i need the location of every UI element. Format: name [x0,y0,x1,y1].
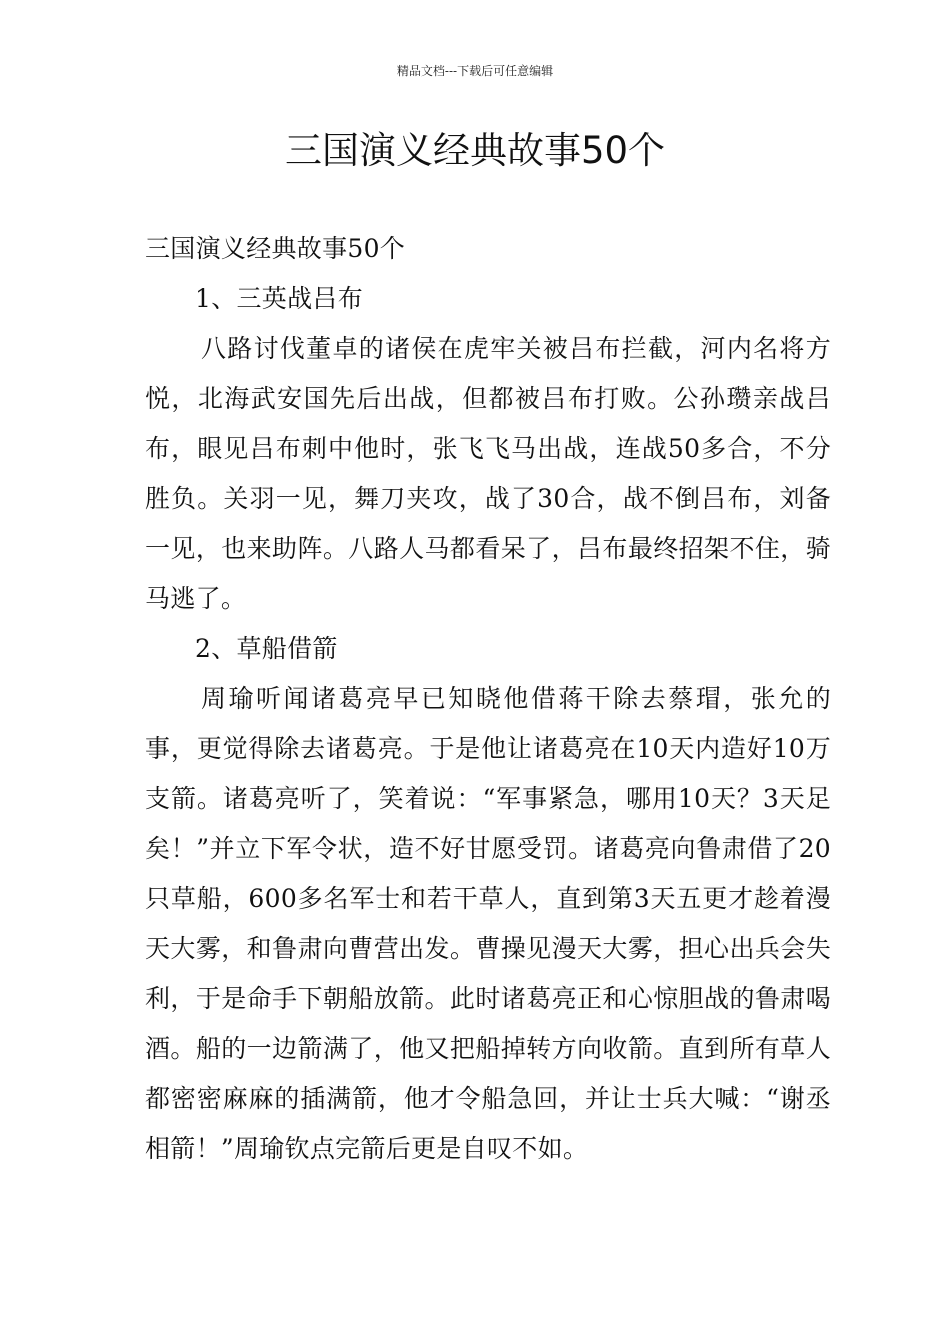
document-body [145,224,831,1174]
section-heading-1: 1、三英战吕布 [195,284,364,313]
document-title: 三国演义经典故事50个 [284,129,666,172]
section-heading-2: 2、草船借箭 [195,634,338,663]
section-paragraph-2: 周瑜听闻诸葛亮早已知晓他借蒋干除去蔡瑁，张允的事，更觉得除去诸葛亮。于是他让诸葛亮在10天内造好10万支箭。诸葛亮听了，笑着说：“军事紧急，哪用10天？3天足矣！”并立下军令状，造不好甘愿受罚。诸葛亮向鲁肃借了20只草船，600多名军士和若干草人，直到第3天五更才趁着漫天大雾，和鲁肃向曹营出发。曹操见漫天大雾，担心出兵会失利，于是命手下朝船放箭。此时诸葛亮正和心惊胆战的鲁肃喝酒。船的一边箭满了，他又把船掉转方向收箭。直到所有草人都密密麻麻的插满箭，他才令船急回，并让士兵大喊：“谢丞相箭！”周瑜钦点完箭后更是自叹不如。 [145,684,831,1163]
intro-line: 三国演义经典故事50个 [145,234,406,263]
section-paragraph-1: 八路讨伐董卓的诸侯在虎牢关被吕布拦截，河内名将方悦，北海武安国先后出战，但都被吕布打败。公孙瓒亲战吕布，眼见吕布刺中他时，张飞飞马出战，连战50多合，不分胜负。关羽一见，舞刀夹攻，战了30合，战不倒吕布，刘备一见，也来助阵。八路人马都看呆了，吕布最终招架不住，骑马逃了。 [145,334,831,613]
header-note: 精品文档---下载后可任意编辑 [396,64,554,78]
